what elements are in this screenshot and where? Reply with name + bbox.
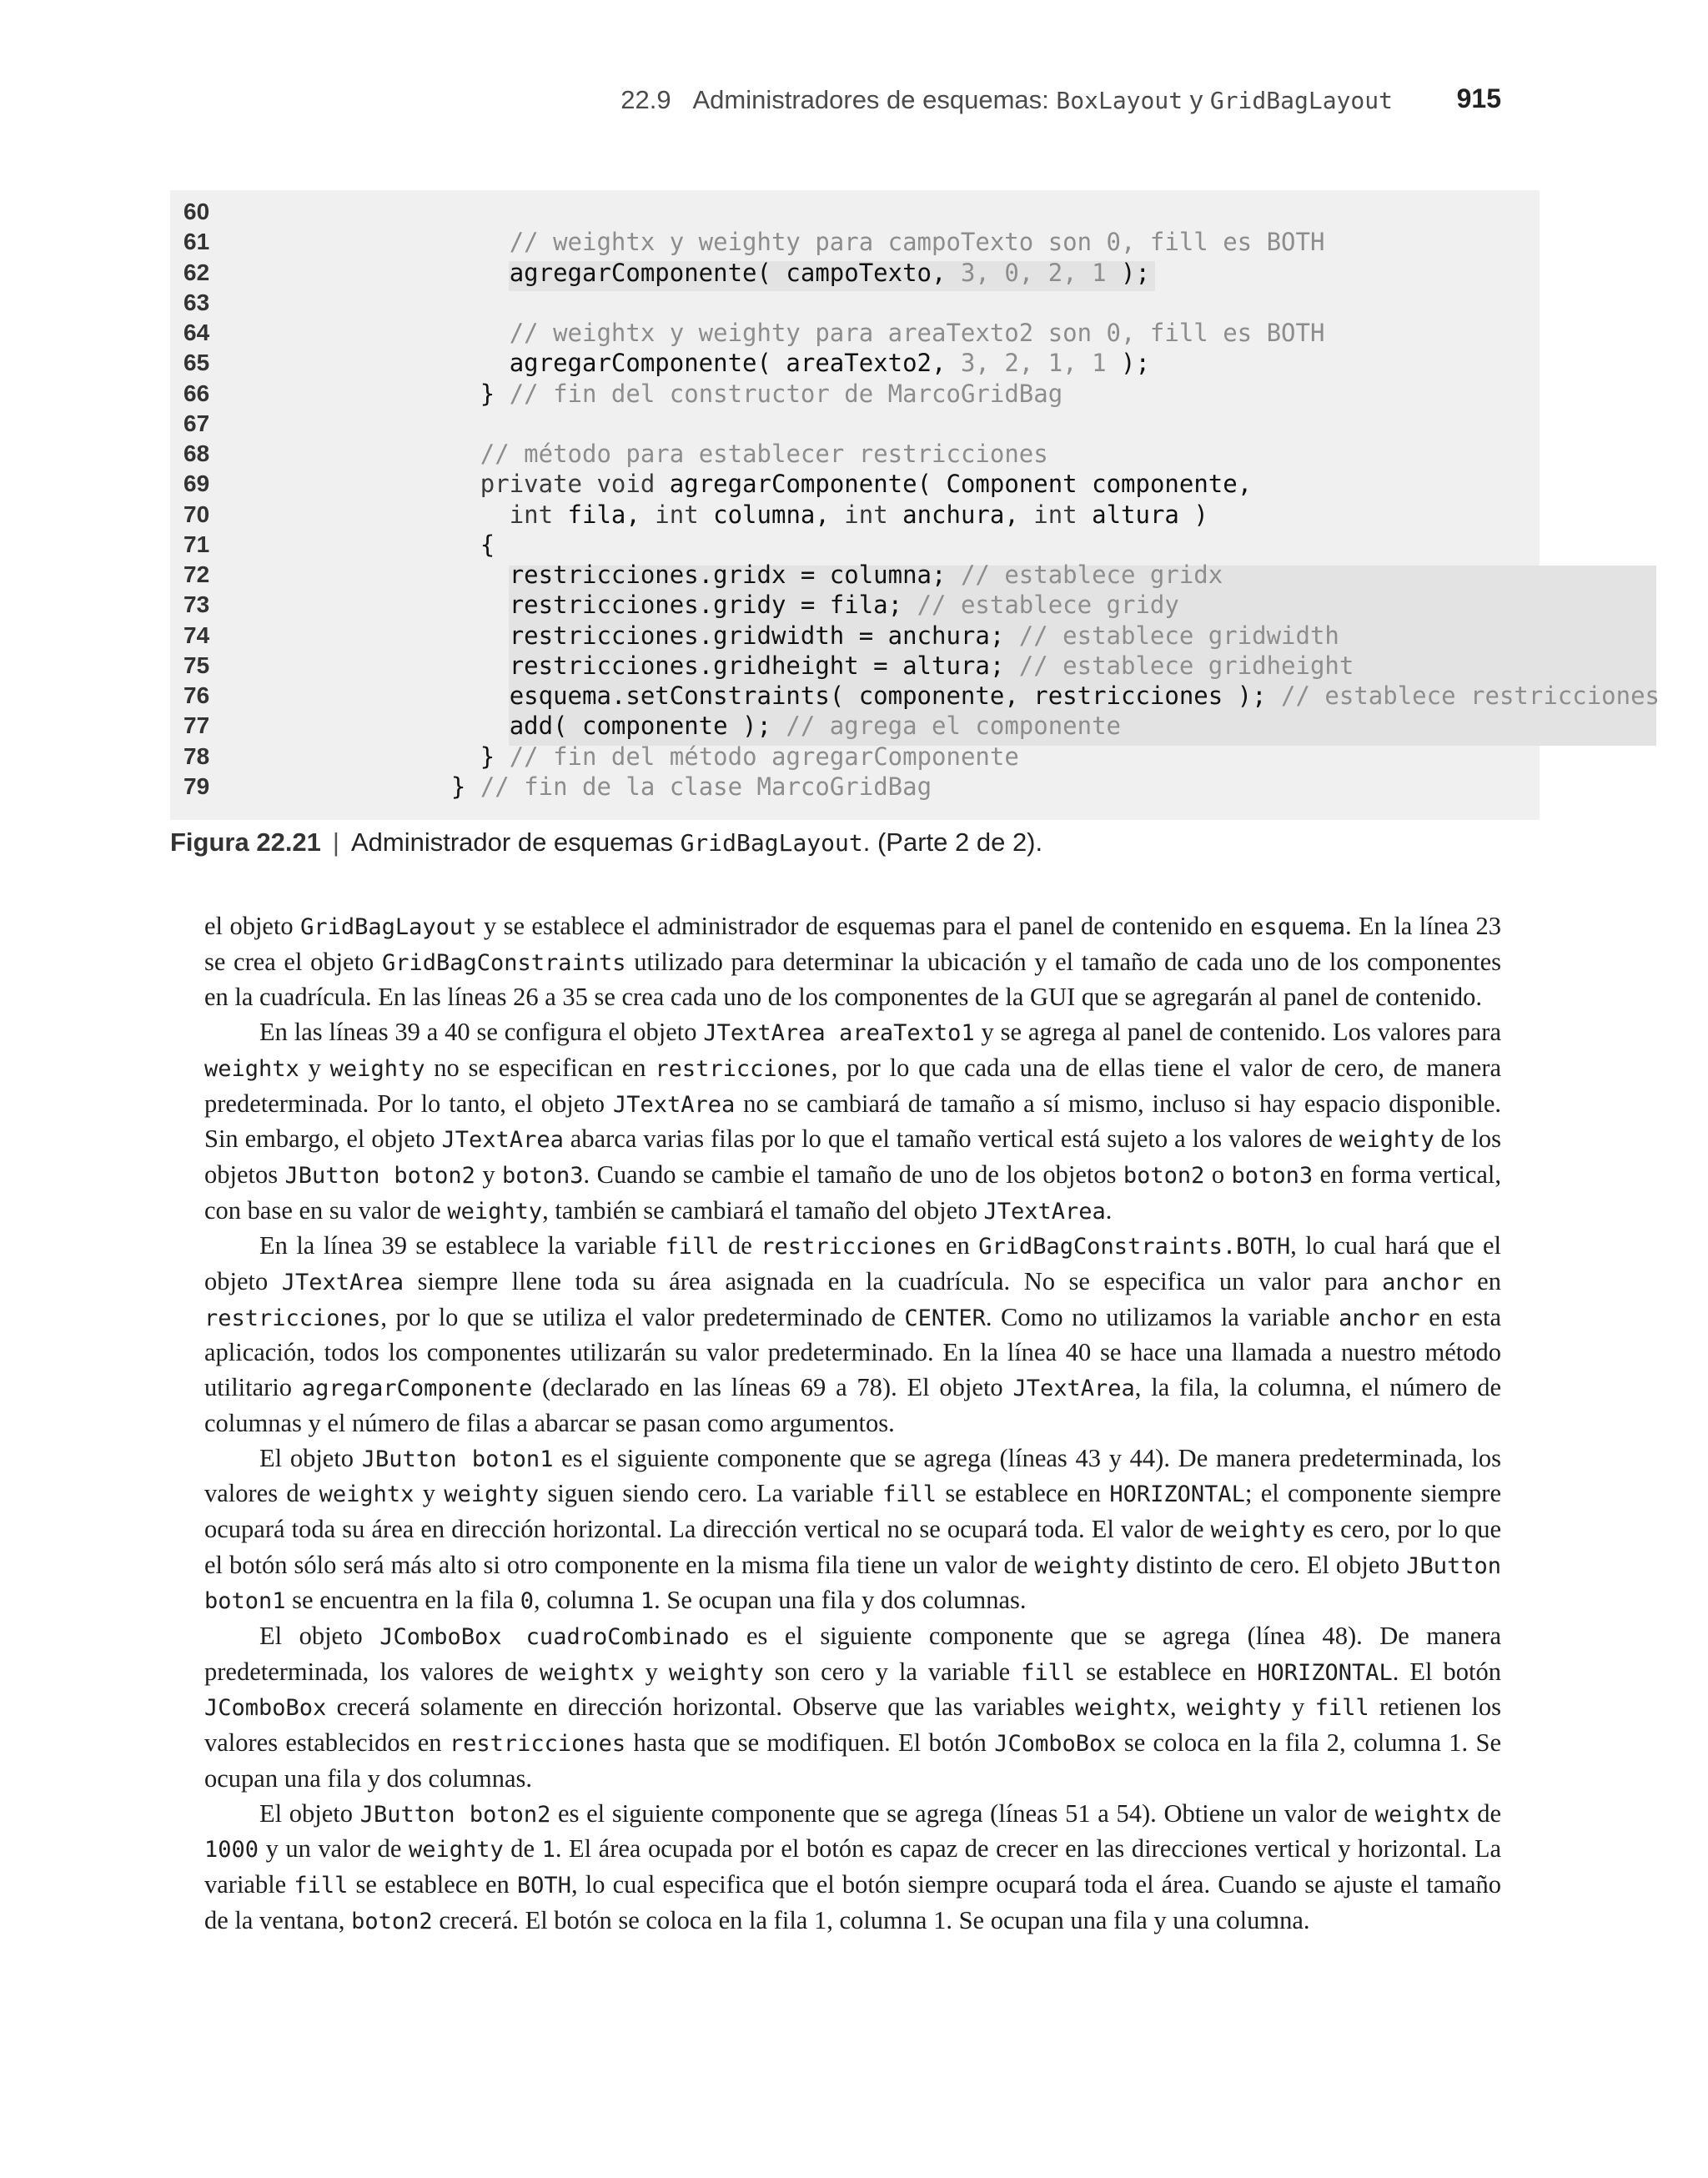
- inline-code: BOTH: [516, 1872, 571, 1899]
- code-statement: esquema.setConstraints( componente, restricciones );: [509, 682, 1282, 710]
- paragraph-text: en: [937, 1231, 979, 1260]
- paragraph-text: , también se cambiará el tamaño del objeto: [542, 1195, 984, 1225]
- inline-code: 1: [640, 1588, 655, 1615]
- code-text: [510, 227, 1325, 257]
- line-number: 79: [183, 772, 210, 799]
- inline-code: HORIZONTAL: [1257, 1659, 1393, 1686]
- paragraph-text: siempre llene toda su área asignada en la cuadrícula. No se especifica un valor para: [404, 1267, 1383, 1296]
- paragraph-text: es el siguiente componente que se agrega (líneas 51 a 54). Obtiene un valor de: [550, 1798, 1375, 1828]
- code-comment: // agrega el componente: [786, 712, 1121, 741]
- code-text: [510, 681, 1660, 711]
- running-header: [0, 82, 1501, 123]
- paragraph-text: no se especifican en: [424, 1053, 656, 1082]
- inline-code: weighty: [1210, 1517, 1306, 1543]
- code-arguments: 3, 0, 2, 1: [960, 258, 1107, 287]
- code-comment: // establece gridy: [917, 591, 1179, 620]
- paragraph-text: . Como no utilizamos la variable: [985, 1302, 1339, 1331]
- line-number: 69: [183, 470, 210, 497]
- code-line: [170, 560, 1540, 590]
- code-comment: // establece gridx: [960, 561, 1223, 589]
- paragraph-text: en forma vertical, con base en su valor de: [204, 1159, 1502, 1225]
- paragraph-text: abarca varias filas por lo que el tamaño vertical está sujeto a los valores de: [563, 1124, 1339, 1154]
- inline-code: weighty: [1034, 1552, 1130, 1579]
- body-paragraph: [204, 1797, 1501, 1939]
- code-keyword: int: [1033, 500, 1093, 529]
- inline-code: GridBagConstraints: [381, 949, 626, 976]
- paragraph-text: se establece en: [936, 1479, 1110, 1508]
- paragraph-text: retienen los valores establecidos en: [204, 1693, 1502, 1758]
- code-line: [170, 348, 1540, 378]
- inline-code: fill: [665, 1234, 720, 1260]
- caption-code: GridBagLayout: [680, 829, 863, 857]
- caption-separator: |: [332, 827, 339, 857]
- paragraph-text: , lo cual especifica que el botón siempre ocupará toda el área. Cuando se ajuste el tamaño de la ventana,: [204, 1869, 1502, 1934]
- inline-code: weightx: [1374, 1801, 1470, 1828]
- code-text: [480, 530, 495, 560]
- inline-code: JTextArea: [1012, 1376, 1135, 1402]
- line-number: 72: [183, 561, 210, 587]
- code-line: [170, 711, 1540, 741]
- paragraph-text: en: [1463, 1267, 1501, 1296]
- inline-code: weighty: [1186, 1695, 1282, 1722]
- paragraph-text: distinto de cero. El objeto: [1129, 1550, 1407, 1579]
- code-text: [480, 469, 1252, 499]
- paragraph-text: de: [503, 1834, 542, 1864]
- code-comment: // weightx y weighty para campoTexto son 0, fill es BOTH: [509, 228, 1325, 257]
- paragraph-text: . En la línea 23 se crea el objeto: [204, 912, 1501, 976]
- line-number: 71: [183, 531, 210, 557]
- paragraph-text: utilizado para determinar la ubicación y el tamaño de cada uno de los componentes en la cuadrícula. En las líneas 26 a 35 se crea cada uno de los componentes de la GUI que se agregarán al panel de contenido.: [204, 947, 1501, 1012]
- paragraph-text: de: [1469, 1798, 1502, 1828]
- code-statement: }: [480, 742, 510, 771]
- inline-code: JButton boton1: [361, 1446, 554, 1472]
- paragraph-text: , por lo que cada una de ellas tiene el valor de cero, de manera predeterminada. Por lo tanto, el objeto: [204, 1053, 1502, 1118]
- inline-code: esquema: [1250, 914, 1345, 940]
- inline-code: JButton boton2: [359, 1801, 551, 1828]
- code-text: [510, 651, 1354, 681]
- code-statement: agregarComponente( areaTexto2,: [509, 349, 961, 378]
- code-comment: // fin del método agregarComponente: [509, 742, 1019, 771]
- code-statement: add( componente );: [509, 712, 786, 741]
- inline-code: weighty: [444, 1481, 540, 1508]
- inline-code: restricciones: [204, 1305, 381, 1331]
- line-number: 64: [183, 319, 210, 345]
- code-line: [170, 651, 1540, 681]
- inline-code: weighty: [1339, 1127, 1434, 1154]
- figure-caption: [170, 827, 1042, 866]
- paragraph-text: siguen siendo cero. La variable: [539, 1479, 882, 1508]
- paragraph-text: En las líneas 39 a 40 se configura el objeto: [259, 1018, 704, 1047]
- code-comment: // weightx y weighty para areaTexto2 son 0, fill es BOTH: [509, 319, 1325, 347]
- inline-code: restricciones: [655, 1055, 831, 1082]
- line-number: 67: [183, 410, 210, 436]
- inline-code: JButton boton2: [284, 1162, 475, 1189]
- code-comment: // fin del constructor de MarcoGridBag: [509, 379, 1063, 408]
- line-number: 76: [183, 682, 210, 708]
- code-keyword: int: [509, 500, 568, 529]
- paragraph-text: y: [475, 1159, 502, 1189]
- inline-code: GridBagConstraints.BOTH: [978, 1234, 1291, 1260]
- code-comment: // establece restricciones: [1281, 682, 1660, 710]
- code-text: [510, 258, 1150, 288]
- inline-code: agregarComponente: [301, 1376, 533, 1402]
- line-number: 66: [183, 380, 210, 406]
- inline-code: JButton boton1: [204, 1552, 1501, 1615]
- section-number: 22.9: [620, 85, 671, 114]
- paragraph-text: o: [1204, 1159, 1232, 1189]
- paragraph-text: se establece en: [348, 1869, 517, 1899]
- paragraph-text: El objeto: [259, 1622, 380, 1651]
- paragraph-text: En la línea 39 se establece la variable: [259, 1231, 666, 1260]
- line-number: 74: [183, 621, 210, 648]
- inline-code: JTextArea: [983, 1198, 1106, 1225]
- caption-text-after: . (Parte 2 de 2).: [862, 827, 1043, 857]
- code-comment: // fin de la clase MarcoGridBag: [480, 772, 932, 801]
- code-comment: // método para establecer restricciones: [480, 440, 1048, 468]
- code-line: [170, 439, 1540, 469]
- inline-code: 1000: [204, 1837, 259, 1864]
- paragraph-text: , lo cual hará que el objeto: [204, 1231, 1501, 1296]
- inline-code: anchor: [1339, 1305, 1420, 1331]
- line-number: 78: [183, 742, 210, 769]
- code-line: [170, 742, 1540, 772]
- code-line: [170, 409, 1540, 439]
- code-line: [170, 227, 1540, 257]
- inline-code: weightx: [1075, 1695, 1170, 1722]
- code-line: [170, 530, 1540, 560]
- running-header-title: [620, 85, 1393, 115]
- inline-code: fill: [1314, 1695, 1369, 1722]
- code-keyword: private void: [480, 470, 670, 499]
- line-number: 60: [183, 199, 210, 224]
- paragraph-text: y se agrega al panel de contenido. Los valores para: [974, 1018, 1501, 1047]
- paragraph-text: son cero y la variable: [763, 1657, 1022, 1686]
- paragraph-text: y un valor de: [259, 1834, 409, 1864]
- code-line: [170, 681, 1660, 711]
- paragraph-text: . El botón: [1392, 1657, 1501, 1686]
- body-paragraph: [204, 1619, 1501, 1797]
- code-line: [170, 500, 1540, 530]
- body-text: [204, 909, 1501, 1939]
- inline-code: fill: [882, 1481, 937, 1508]
- code-text: [480, 379, 1062, 409]
- code-keyword: int: [655, 500, 714, 529]
- code-text: [451, 772, 932, 802]
- inline-code: weightx: [539, 1659, 635, 1686]
- paragraph-text: crecerá. El botón se coloca en la fila 1, columna 1. Se ocupan una fila y una columna.: [432, 1905, 1310, 1934]
- paragraph-text: es el siguiente componente que se agrega (líneas 43 y 44). De manera predeterminada, los valores de: [204, 1443, 1502, 1508]
- code-listing: [170, 190, 1660, 820]
- inline-code: anchor: [1382, 1270, 1464, 1296]
- inline-code: fill: [294, 1872, 349, 1899]
- paragraph-text: es el siguiente componente que se agrega (línea 48). De manera predeterminada, los valores de: [204, 1622, 1501, 1686]
- page-number: 915: [1456, 83, 1501, 113]
- caption-text-before: Administrador de esquemas: [350, 827, 681, 857]
- code-text: [510, 590, 1179, 620]
- code-statement: altura ): [1092, 500, 1208, 529]
- paragraph-text: y se establece el administrador de esquemas para el panel de contenido en: [476, 912, 1251, 940]
- inline-code: boton3: [502, 1162, 584, 1189]
- paragraph-text: y: [414, 1479, 445, 1508]
- code-statement: restricciones.gridwidth = anchura;: [509, 621, 1019, 650]
- line-number: 77: [183, 712, 210, 739]
- paragraph-text: ; el componente siempre ocupará toda su área en dirección horizontal. La dirección vertical no se ocupará toda. El valor de: [204, 1479, 1502, 1543]
- inline-code: JComboBox: [994, 1731, 1117, 1758]
- code-statement: restricciones.gridx = columna;: [509, 561, 961, 589]
- inline-code: weighty: [329, 1055, 425, 1082]
- code-text: [480, 742, 1019, 772]
- inline-code: HORIZONTAL: [1109, 1481, 1245, 1508]
- paragraph-text: ,: [1169, 1693, 1187, 1722]
- code-arguments: 3, 2, 1, 1: [960, 349, 1107, 378]
- inline-code: boton3: [1231, 1162, 1314, 1189]
- section-title-code-boxlayout: BoxLayout: [1056, 87, 1183, 114]
- inline-code: restricciones: [449, 1731, 626, 1758]
- body-paragraph: [204, 1015, 1501, 1229]
- paragraph-text: , por lo que se utiliza el valor predeterminado de: [380, 1302, 905, 1331]
- code-line: [170, 318, 1540, 348]
- code-statement-tail: );: [1106, 258, 1150, 287]
- code-line: [170, 772, 1540, 802]
- line-number: 65: [183, 350, 210, 376]
- line-number: 68: [183, 440, 210, 466]
- line-number: 73: [183, 591, 210, 618]
- code-text: [510, 318, 1325, 348]
- line-number: 61: [183, 229, 210, 255]
- inline-code: JTextArea: [281, 1270, 404, 1296]
- paragraph-text: no se cambiará de tamaño a sí mismo, incluso si hay espacio disponible. Sin embargo, el objeto: [204, 1089, 1501, 1154]
- paragraph-text: de: [719, 1231, 761, 1260]
- inline-code: weightx: [204, 1055, 299, 1082]
- code-statement: restricciones.gridheight = altura;: [509, 651, 1019, 680]
- paragraph-text: de los objetos: [204, 1124, 1501, 1189]
- inline-code: weighty: [447, 1198, 543, 1225]
- inline-code: GridBagLayout: [300, 914, 477, 940]
- code-text: [510, 621, 1339, 651]
- code-keyword: int: [844, 500, 903, 529]
- figure-label: Figura 22.21: [170, 827, 321, 857]
- code-statement: {: [480, 530, 495, 559]
- section-title-and: y: [1183, 85, 1210, 114]
- code-line: [170, 621, 1540, 651]
- code-statement-tail: );: [1106, 349, 1150, 378]
- paragraph-text: .: [1105, 1195, 1113, 1225]
- code-line: [170, 469, 1540, 499]
- code-text: [510, 348, 1150, 378]
- code-text: [510, 560, 1223, 590]
- inline-code: restricciones: [761, 1234, 937, 1260]
- paragraph-text: , la fila, la columna, el número de columnas y el número de filas a abarcar se pasan como argumentos.: [204, 1373, 1502, 1437]
- code-comment: // establece gridwidth: [1018, 621, 1339, 650]
- line-number: 75: [183, 651, 210, 678]
- code-statement: anchura,: [902, 500, 1034, 529]
- inline-code: boton2: [351, 1908, 433, 1934]
- code-statement: agregarComponente( campoTexto,: [509, 258, 961, 287]
- code-line: [170, 258, 1540, 288]
- section-title-text: Administradores de esquemas:: [692, 85, 1057, 114]
- code-text: [510, 500, 1208, 530]
- code-text: [510, 711, 1121, 741]
- line-number: 62: [183, 259, 210, 285]
- paragraph-text: se coloca en la fila 2, columna 1. Se ocupan una fila y dos columnas.: [204, 1728, 1501, 1793]
- code-line: [170, 379, 1540, 409]
- section-title-code-gridbaglayout: GridBagLayout: [1209, 87, 1393, 114]
- paragraph-text: se encuentra en la fila: [285, 1586, 520, 1615]
- code-statement: agregarComponente( Component componente,: [669, 470, 1253, 499]
- inline-code: JTextArea areaTexto1: [703, 1020, 975, 1047]
- code-statement: restricciones.gridy = fila;: [509, 591, 917, 620]
- inline-code: CENTER: [904, 1305, 986, 1331]
- line-number: 70: [183, 500, 210, 527]
- inline-code: JTextArea: [441, 1127, 564, 1154]
- body-paragraph: [204, 1229, 1501, 1441]
- inline-code: weighty: [408, 1837, 504, 1864]
- code-statement: }: [450, 772, 480, 801]
- paragraph-text: es cero, por lo que el botón sólo será más alto si otro componente en la misma fila tiene un valor de: [204, 1514, 1501, 1579]
- paragraph-text: . Cuando se cambie el tamaño de uno de los objetos: [583, 1159, 1123, 1189]
- code-statement: }: [480, 379, 510, 408]
- paragraph-text: el objeto: [204, 912, 301, 940]
- paragraph-text: y: [634, 1657, 669, 1686]
- code-statement: columna,: [713, 500, 845, 529]
- paragraph-text: El objeto: [259, 1798, 360, 1828]
- inline-code: 0: [520, 1588, 534, 1615]
- paragraph-text: y: [299, 1053, 330, 1082]
- inline-code: weightx: [319, 1481, 414, 1508]
- paragraph-text: (declarado en las líneas 69 a 78). El objeto: [532, 1373, 1013, 1402]
- code-line: [170, 197, 1540, 227]
- paragraph-text: en esta aplicación, todos los componentes utilizarán su valor predeterminado. En la línea 40 se hace una llamada a nuestro método utilitario: [204, 1302, 1501, 1402]
- paragraph-text: El objeto: [259, 1443, 362, 1472]
- inline-code: JComboBox cuadroCombinado: [379, 1624, 730, 1651]
- inline-code: 1: [541, 1837, 555, 1864]
- code-statement: fila,: [567, 500, 656, 529]
- paragraph-text: . Se ocupan una fila y dos columnas.: [654, 1586, 1027, 1615]
- code-line: [170, 590, 1540, 620]
- inline-code: fill: [1021, 1659, 1076, 1686]
- body-paragraph: [204, 909, 1501, 1015]
- paragraph-text: se establece en: [1075, 1657, 1258, 1686]
- inline-code: JTextArea: [612, 1091, 736, 1118]
- paragraph-text: , columna: [533, 1586, 640, 1615]
- inline-code: JComboBox: [204, 1695, 327, 1722]
- body-paragraph: [204, 1441, 1501, 1620]
- line-number: 63: [183, 289, 210, 315]
- paragraph-text: y: [1281, 1693, 1315, 1722]
- code-comment: // establece gridheight: [1018, 651, 1354, 680]
- paragraph-text: . El área ocupada por el botón es capaz de crecer en las direcciones vertical y horizontal. La variable: [204, 1834, 1501, 1899]
- inline-code: boton2: [1123, 1162, 1205, 1189]
- inline-code: weighty: [668, 1659, 764, 1686]
- code-text: [480, 439, 1048, 469]
- paragraph-text: hasta que se modifiquen. El botón: [625, 1728, 995, 1758]
- code-line: [170, 288, 1540, 318]
- paragraph-text: crecerá solamente en dirección horizontal. Observe que las variables: [326, 1693, 1076, 1722]
